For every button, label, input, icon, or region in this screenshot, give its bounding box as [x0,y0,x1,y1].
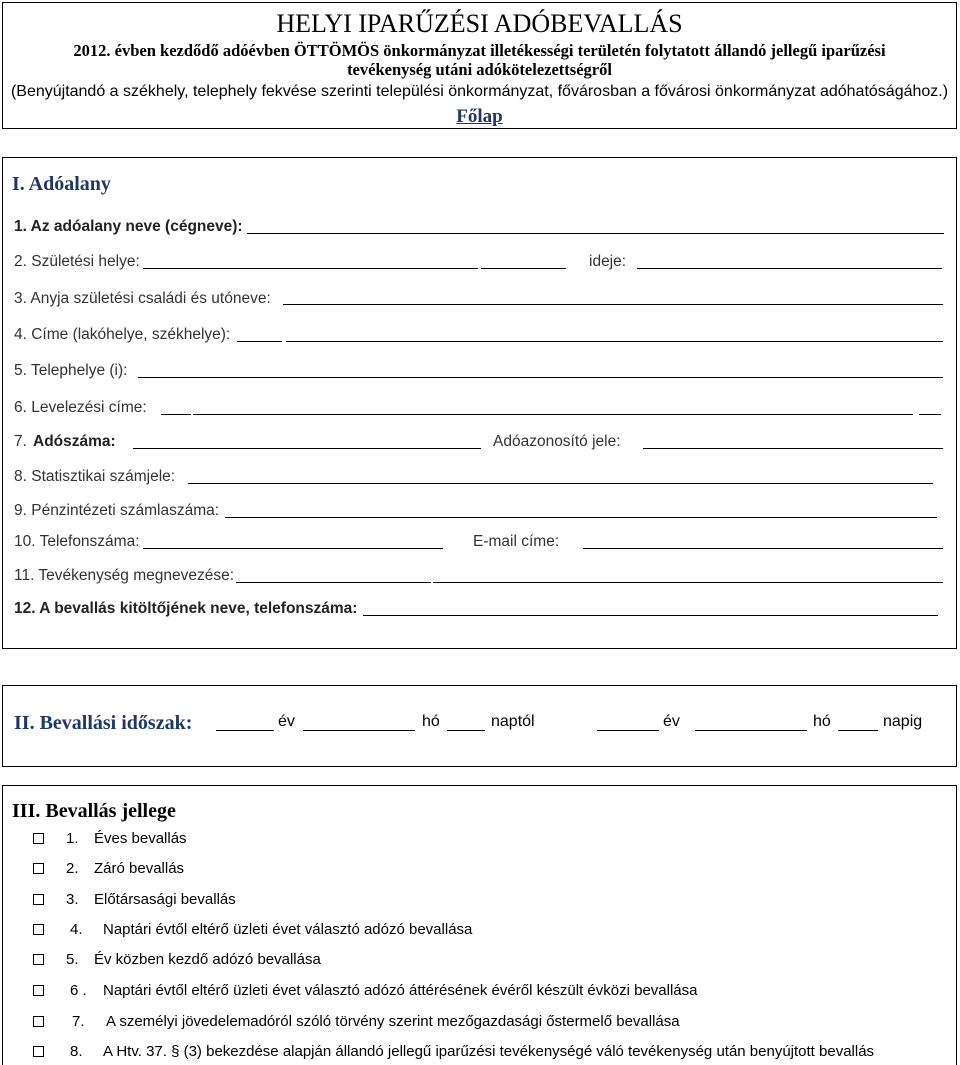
field-label-mother-name: 3. Anyja születési családi és utóneve: [14,290,271,307]
field-input-phone[interactable] [143,548,443,549]
field-input-tax-id[interactable] [643,448,943,449]
field-label-birthdate: ideje: [589,253,627,270]
period-end-month[interactable] [695,730,807,731]
field-label-tax-id: Adóazonosító jele: [493,433,621,450]
field-label-birthplace: 2. Születési helye: [14,253,140,270]
form-subtitle-line1: 2012. évben kezdődő adóévben ÖTTÖMÖS önkormányzat illetékességi területén folytatott állandó jellegű iparűzési [73,41,886,60]
return-type-checkbox-1[interactable] [33,833,44,844]
period-end-year[interactable] [597,730,659,731]
period-to-label: napig [883,713,923,730]
return-type-checkbox-7[interactable] [33,1016,44,1027]
field-input-site[interactable] [138,377,943,378]
return-type-num-3: 3. [66,891,79,908]
section2-heading: II. Bevallási időszak: [14,712,193,734]
return-type-label-5: Év közben kezdő adózó bevallása [94,951,321,968]
field-input-activity-a[interactable] [236,582,431,583]
form-header [2,2,957,129]
field-input-filler[interactable] [363,615,938,616]
field-label-activity: 11. Tevékenység megnevezése: [14,567,235,584]
form-title: HELYI IPARŰZÉSI ADÓBEVALLÁS [276,9,683,38]
return-type-num-6: 6 . [70,982,87,999]
return-type-checkbox-8[interactable] [33,1046,44,1057]
field-input-mailing-a[interactable] [161,414,191,415]
period-start-year[interactable] [216,730,274,731]
return-type-num-4: 4. [70,921,83,938]
period-from-label: naptól [491,713,535,730]
section1-heading: I. Adóalany [12,173,111,195]
period-month-label-1: hó [422,713,440,730]
field-input-birthplace[interactable] [143,268,478,269]
return-type-num-1: 1. [66,830,79,847]
period-start-month[interactable] [303,730,415,731]
field-input-mailing-b[interactable] [919,414,941,415]
field-input-mother-name[interactable] [283,304,943,305]
field-input-address-a[interactable] [237,341,282,342]
field-num-tax-number: 7. [14,433,27,450]
return-type-num-7: 7. [72,1013,85,1030]
return-type-label-4: Naptári évtől eltérő üzleti évet választó adózó bevallása [103,921,473,938]
section3-heading: III. Bevallás jellege [12,800,176,822]
return-type-label-8: A Htv. 37. § (3) bekezdése alapján állandó jellegű iparűzési tevékenységé váló tevékenység után benyújtott bevallás [103,1043,875,1060]
field-input-activity[interactable] [433,582,943,583]
field-label-mailing-address: 6. Levelezési címe: [14,399,147,416]
field-input-birthplace-extra[interactable] [481,268,566,269]
section-taxpayer [2,157,957,649]
field-input-email[interactable] [583,548,943,549]
submission-note: (Benyújtandó a székhely, telephely fekvése szerinti települési önkormányzat, fővárosban a fővárosi önkormányzat adóhatóságához.) [10,83,949,100]
period-start-day[interactable] [447,730,485,731]
field-input-stat-number[interactable] [188,483,933,484]
return-type-num-5: 5. [66,951,79,968]
page-label: Főlap [456,106,503,127]
field-input-name[interactable] [247,233,944,234]
field-input-mailing-address[interactable] [193,414,913,415]
period-year-label-2: év [663,713,680,730]
field-label-stat-number: 8. Statisztikai számjele: [14,468,176,485]
field-label-bank-account: 9. Pénzintézeti számlaszáma: [14,502,220,519]
return-type-checkbox-2[interactable] [33,863,44,874]
field-label-site: 5. Telephelye (i): [14,362,128,379]
return-type-label-6: Naptári évtől eltérő üzleti évet választó adózó áttérésének évéről készült évközi bevallása [103,982,698,999]
return-type-checkbox-6[interactable] [33,985,44,996]
period-year-label-1: év [278,713,295,730]
return-type-checkbox-3[interactable] [33,894,44,905]
return-type-num-2: 2. [66,860,79,877]
period-end-day[interactable] [838,730,878,731]
field-input-tax-number[interactable] [133,448,481,449]
field-label-filler: 12. A bevallás kitöltőjének neve, telefonszáma: [14,600,358,617]
return-type-checkbox-4[interactable] [33,924,44,935]
field-label-address: 4. Címe (lakóhelye, székhelye): [14,326,231,343]
return-type-label-2: Záró bevallás [94,860,185,877]
field-input-address[interactable] [286,341,943,342]
return-type-label-7: A személyi jövedelemadóról szóló törvény szerint mezőgazdasági őstermelő bevallása [106,1013,680,1030]
section-return-type [2,785,957,1065]
period-month-label-2: hó [813,713,831,730]
return-type-checkbox-5[interactable] [33,954,44,965]
return-type-label-1: Éves bevallás [94,830,187,847]
section-period [2,685,957,767]
field-label-email: E-mail címe: [473,533,560,550]
field-label-tax-number: Adószáma: [33,433,116,450]
return-type-num-8: 8. [70,1043,83,1060]
field-label-phone: 10. Telefonszáma: [14,533,140,550]
field-label-name: 1. Az adóalany neve (cégneve): [14,218,243,235]
return-type-label-3: Előtársasági bevallás [94,891,236,908]
field-input-bank-account[interactable] [225,517,937,518]
form-subtitle-line2: tevékenység utáni adókötelezettségről [347,60,612,79]
field-input-birthdate[interactable] [637,268,942,269]
